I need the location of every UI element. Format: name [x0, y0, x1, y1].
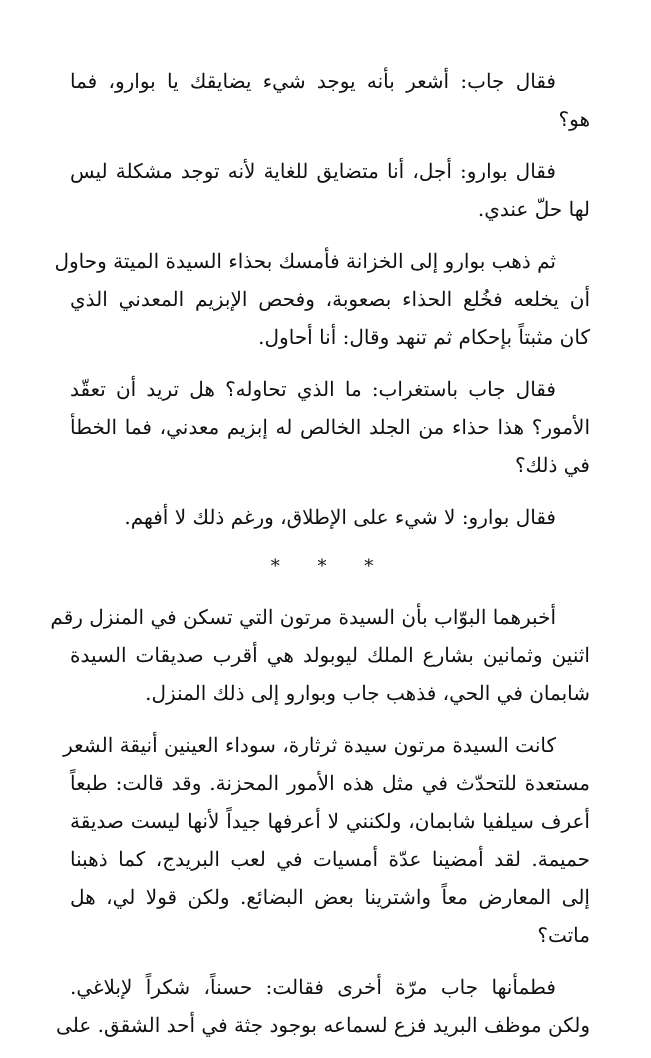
- paragraph: [70, 370, 590, 484]
- book-page: [50, 62, 590, 1058]
- text-line: مستعدة للتحدّث في مثل هذه الأمور المحزنة. وقد قالت: طبعاً: [70, 771, 590, 795]
- text-line: فقال جاب باستغراب: ما الذي تحاوله؟ هل تريد أن تعقّد: [70, 377, 556, 401]
- text-line: الأمور؟ هذا حذاء من الجلد الخالص له إبزيم معدني، فما الخطأ: [70, 415, 590, 439]
- text-line: هو؟: [558, 107, 590, 131]
- paragraph: [50, 598, 590, 712]
- text-line: أعرف سيلفيا شابمان، ولكنني لا أعرفها جيداً لأنها ليست صديقة: [70, 809, 590, 833]
- text-line: فقال بوارو: لا شيء على الإطلاق، ورغم ذلك لا أفهم.: [124, 505, 556, 529]
- paragraph: [70, 498, 590, 536]
- text-line: لها حلّ عندي.: [477, 197, 590, 221]
- text-line: اثنين وثمانين بشارع الملك ليوبولد هي أقرب صديقات السيدة: [70, 643, 590, 667]
- paragraph: [70, 62, 590, 138]
- text-line: كانت السيدة مرتون سيدة ثرثارة، سوداء العينين أنيقة الشعر: [63, 733, 556, 757]
- text-line: ولكن موظف البريد فزع لسماعه بوجود جثة في أحد الشقق. على: [56, 1013, 590, 1037]
- text-line: كان مثبتاً بإحكام ثم تنهد وقال: أنا أحاول.: [258, 325, 590, 349]
- text-line: إلى المعارض معاً واشترينا بعض البضائع. ولكن قولا لي، هل: [70, 885, 590, 909]
- text-line: فقال بوارو: أجل، أنا متضايق للغاية لأنه توجد مشكلة ليس: [70, 159, 556, 183]
- paragraph: [70, 152, 590, 228]
- text-line: فقال جاب: أشعر بأنه يوجد شيء يضايقك يا بوارو، فما: [70, 69, 556, 93]
- text-line: ثم ذهب بوارو إلى الخزانة فأمسك بحذاء السيدة الميتة وحاول: [54, 249, 556, 273]
- text-line: شابمان في الحي، فذهب جاب وبوارو إلى ذلك المنزل.: [145, 681, 590, 705]
- text-block-after-separator: [50, 598, 590, 1044]
- text-line: حميمة. لقد أمضينا عدّة أمسيات في لعب البريدج، كما ذهبنا: [70, 847, 590, 871]
- text-line: في ذلك؟: [514, 453, 590, 477]
- paragraph: [54, 242, 590, 356]
- text-line: أخبرهما البوّاب بأن السيدة مرتون التي تسكن في المنزل رقم: [50, 605, 556, 629]
- paragraph: [56, 968, 590, 1044]
- text-line: أن يخلعه فخُلع الحذاء بصعوبة، وفحص الإبزيم المعدني الذي: [70, 287, 590, 311]
- section-separator: * * *: [270, 556, 390, 577]
- text-line: ماتت؟: [537, 923, 590, 947]
- paragraph: [63, 726, 590, 954]
- text-line: فطمأنها جاب مرّة أخرى فقالت: حسناً، شكراً لإبلاغي.: [70, 975, 556, 999]
- text-block-before-separator: [54, 62, 590, 536]
